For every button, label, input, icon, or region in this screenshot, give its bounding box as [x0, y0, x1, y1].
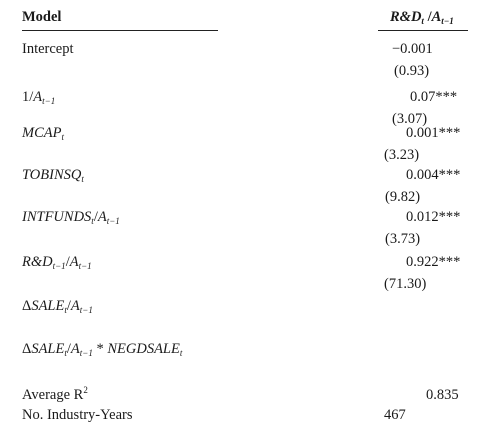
tstat-intercept: (0.93)	[394, 63, 430, 79]
row-label-tobinsq: $TOBINSQ_t$	[22, 167, 84, 184]
value-average-r2: 0.835	[426, 387, 459, 403]
value-industry-years: 467	[384, 407, 406, 423]
tstat-intfunds: (3.73)	[385, 231, 421, 247]
tstat-lagged-rd: (71.30)	[384, 276, 427, 292]
row-label-industry-years: No. Industry-Years	[22, 407, 133, 423]
coef-intercept: −0.001	[392, 41, 433, 57]
tstat-mcap: (3.23)	[384, 147, 420, 163]
row-label-inverse-assets: $1/A_{t-1}$	[22, 89, 56, 106]
dependent-variable-header: $R\&D_t$ $/A_{t-1}$	[390, 9, 454, 26]
coef-inverse-assets: 0.07***	[410, 89, 458, 105]
row-label-delta-sale: $\Delta SALE_t/A_{t-1}$	[22, 298, 93, 315]
row-label-intfunds: $INTFUNDS_t/A_{t-1}$	[22, 209, 120, 226]
tstat-inverse-assets: (3.07)	[392, 111, 428, 127]
coef-tobinsq: 0.004***	[406, 167, 461, 183]
row-label-lagged-rd: $R\&D_{t-1}/A_{t-1}$	[22, 254, 92, 271]
tstat-tobinsq: (9.82)	[385, 189, 421, 205]
row-label-intercept: Intercept	[22, 41, 74, 57]
model-column-header: Model	[22, 9, 62, 25]
coef-intfunds: 0.012***	[406, 209, 461, 225]
dependent-header-rule	[378, 30, 468, 31]
coef-lagged-rd: 0.922***	[406, 254, 461, 270]
row-label-mcap: $MCAP_t$	[22, 125, 64, 142]
regression-table	[22, 0, 468, 432]
model-header-rule	[22, 30, 218, 31]
row-label-delta-sale-negative: $\Delta SALE_t/A_{t-1}$ * $NEGDSALE_t$	[22, 341, 183, 358]
row-label-average-r2: Average $R^2$	[22, 385, 88, 403]
coef-mcap: 0.001***	[406, 125, 461, 141]
